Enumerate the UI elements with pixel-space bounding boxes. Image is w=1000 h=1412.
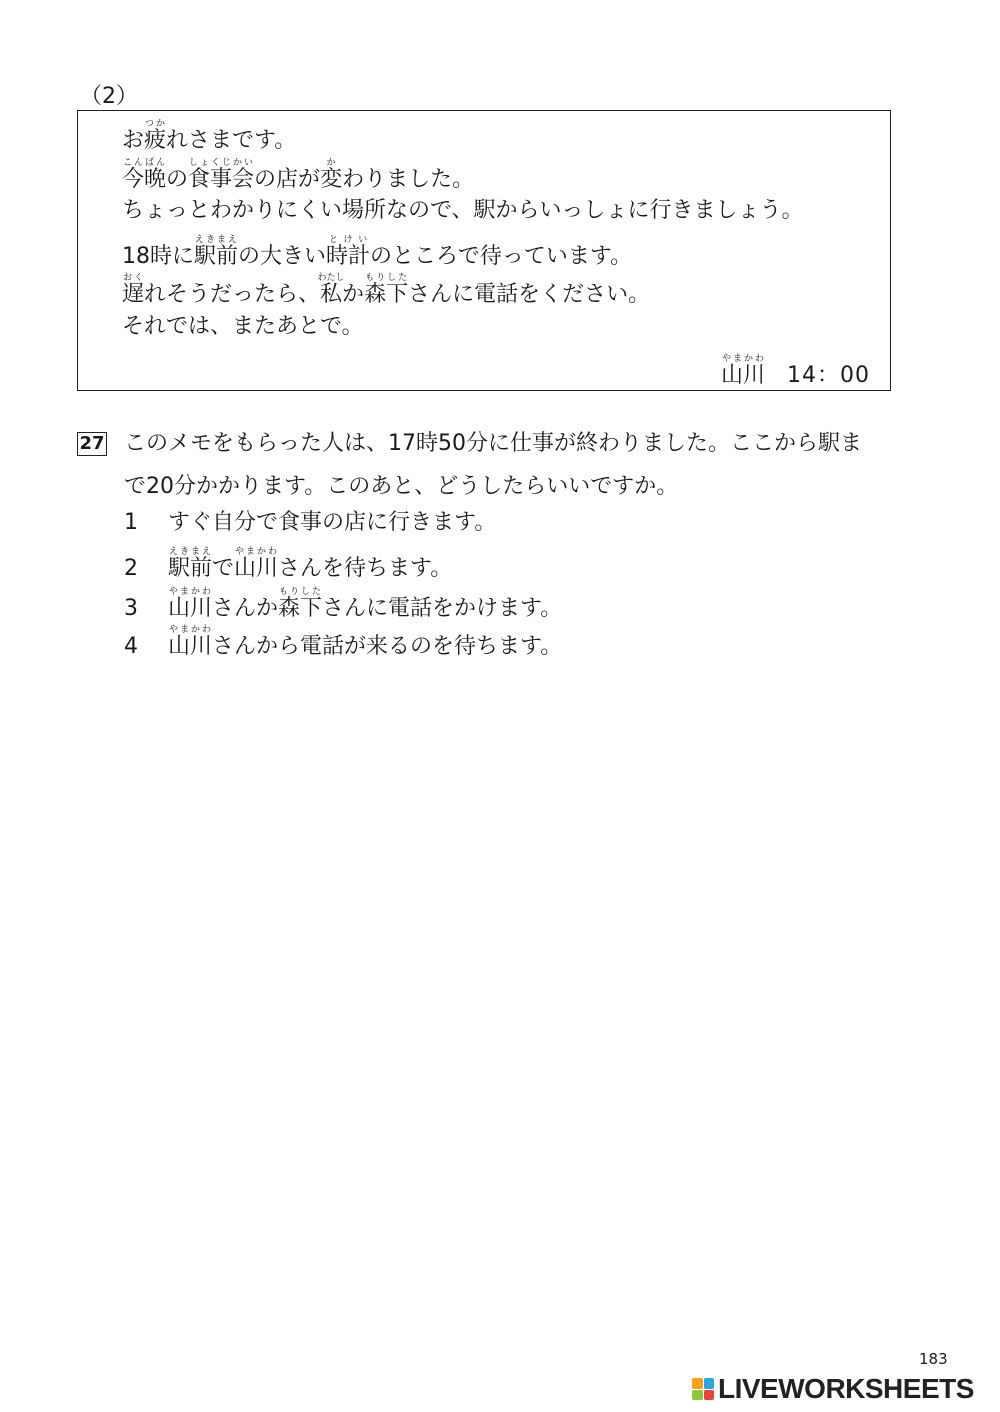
memo-text: の大きい <box>238 244 327 269</box>
memo-signature <box>721 354 870 390</box>
memo-ruby: 私わたし <box>317 273 345 307</box>
section-label: （2） <box>80 84 138 109</box>
choice-ruby: 森下もりした <box>278 587 323 621</box>
signature-time: 14：00 <box>787 363 870 388</box>
memo-text: ちょっとわかりにくい場所なので、駅からいっしょに行きましょう。 <box>122 198 804 223</box>
choice-number: 3 <box>124 596 138 621</box>
question-text-line1: このメモをもらった人は、17時50分に仕事が終わりました。ここから駅ま <box>124 431 862 456</box>
memo-line <box>122 119 296 155</box>
memo-text: お <box>122 128 145 153</box>
memo-text: れさまです。 <box>166 128 297 153</box>
choice-number: 2 <box>124 556 138 581</box>
memo-text: 18時に <box>122 244 194 269</box>
choice-ruby: 駅前えきまえ <box>168 547 213 581</box>
memo-ruby: 時計とけい <box>326 235 371 269</box>
memo-text: のところで待っています。 <box>370 244 633 269</box>
memo-ruby: 駅前えきまえ <box>194 235 239 269</box>
memo-text: か <box>342 282 365 307</box>
choice-ruby: 山川やまかわ <box>168 587 213 621</box>
choice-text: さんに電話をかけます。 <box>322 596 563 621</box>
memo-text: さんに電話をください。 <box>408 282 651 307</box>
question-text-line2: で20分かかります。このあと、どうしたらいいですか。 <box>124 474 679 499</box>
memo-line <box>122 197 804 225</box>
memo-line <box>122 235 632 271</box>
page-number: 183 <box>919 1350 948 1368</box>
memo-ruby: 遅おく <box>122 273 145 307</box>
memo-text: の <box>166 167 189 192</box>
choice-number: 1 <box>124 510 138 535</box>
memo-text: それでは、またあとで。 <box>122 314 364 339</box>
liveworksheets-brand <box>692 1374 974 1404</box>
choice-text: で <box>212 556 235 581</box>
answer-choice[interactable] <box>124 509 496 537</box>
choice-ruby: 山川やまかわ <box>234 547 279 581</box>
memo-text: れそうだったら、 <box>144 282 321 307</box>
memo-line <box>122 313 364 341</box>
memo-text: わりました。 <box>342 167 475 192</box>
answer-choice[interactable] <box>124 587 562 623</box>
choice-text: さんを待ちます。 <box>278 556 453 581</box>
signature-name: 山川やまかわ <box>720 354 765 388</box>
question-number: 27 <box>77 432 107 456</box>
choice-text: すぐ自分で食事の店に行きます。 <box>168 510 497 535</box>
liveworksheets-logo-icon <box>692 1378 714 1400</box>
choice-text: さんから電話が来るのを待ちます。 <box>212 634 563 659</box>
choice-number: 4 <box>124 634 138 659</box>
memo-line <box>122 158 474 194</box>
memo-ruby: 今晩こんばん <box>122 158 167 192</box>
brand-name: LIVEWORKSHEETS <box>718 1373 974 1404</box>
memo-ruby: 変か <box>320 158 343 192</box>
answer-choice[interactable] <box>124 625 562 661</box>
choice-text: さんか <box>212 596 279 621</box>
memo-text: の店が <box>254 167 321 192</box>
memo-ruby: 疲つか <box>144 119 167 153</box>
memo-box <box>77 110 891 391</box>
memo-line <box>122 273 650 309</box>
memo-ruby: 森下もりした <box>364 273 409 307</box>
answer-choice[interactable] <box>124 547 452 583</box>
memo-ruby: 食事会しょくじかい <box>188 158 255 192</box>
choice-ruby: 山川やまかわ <box>168 625 213 659</box>
